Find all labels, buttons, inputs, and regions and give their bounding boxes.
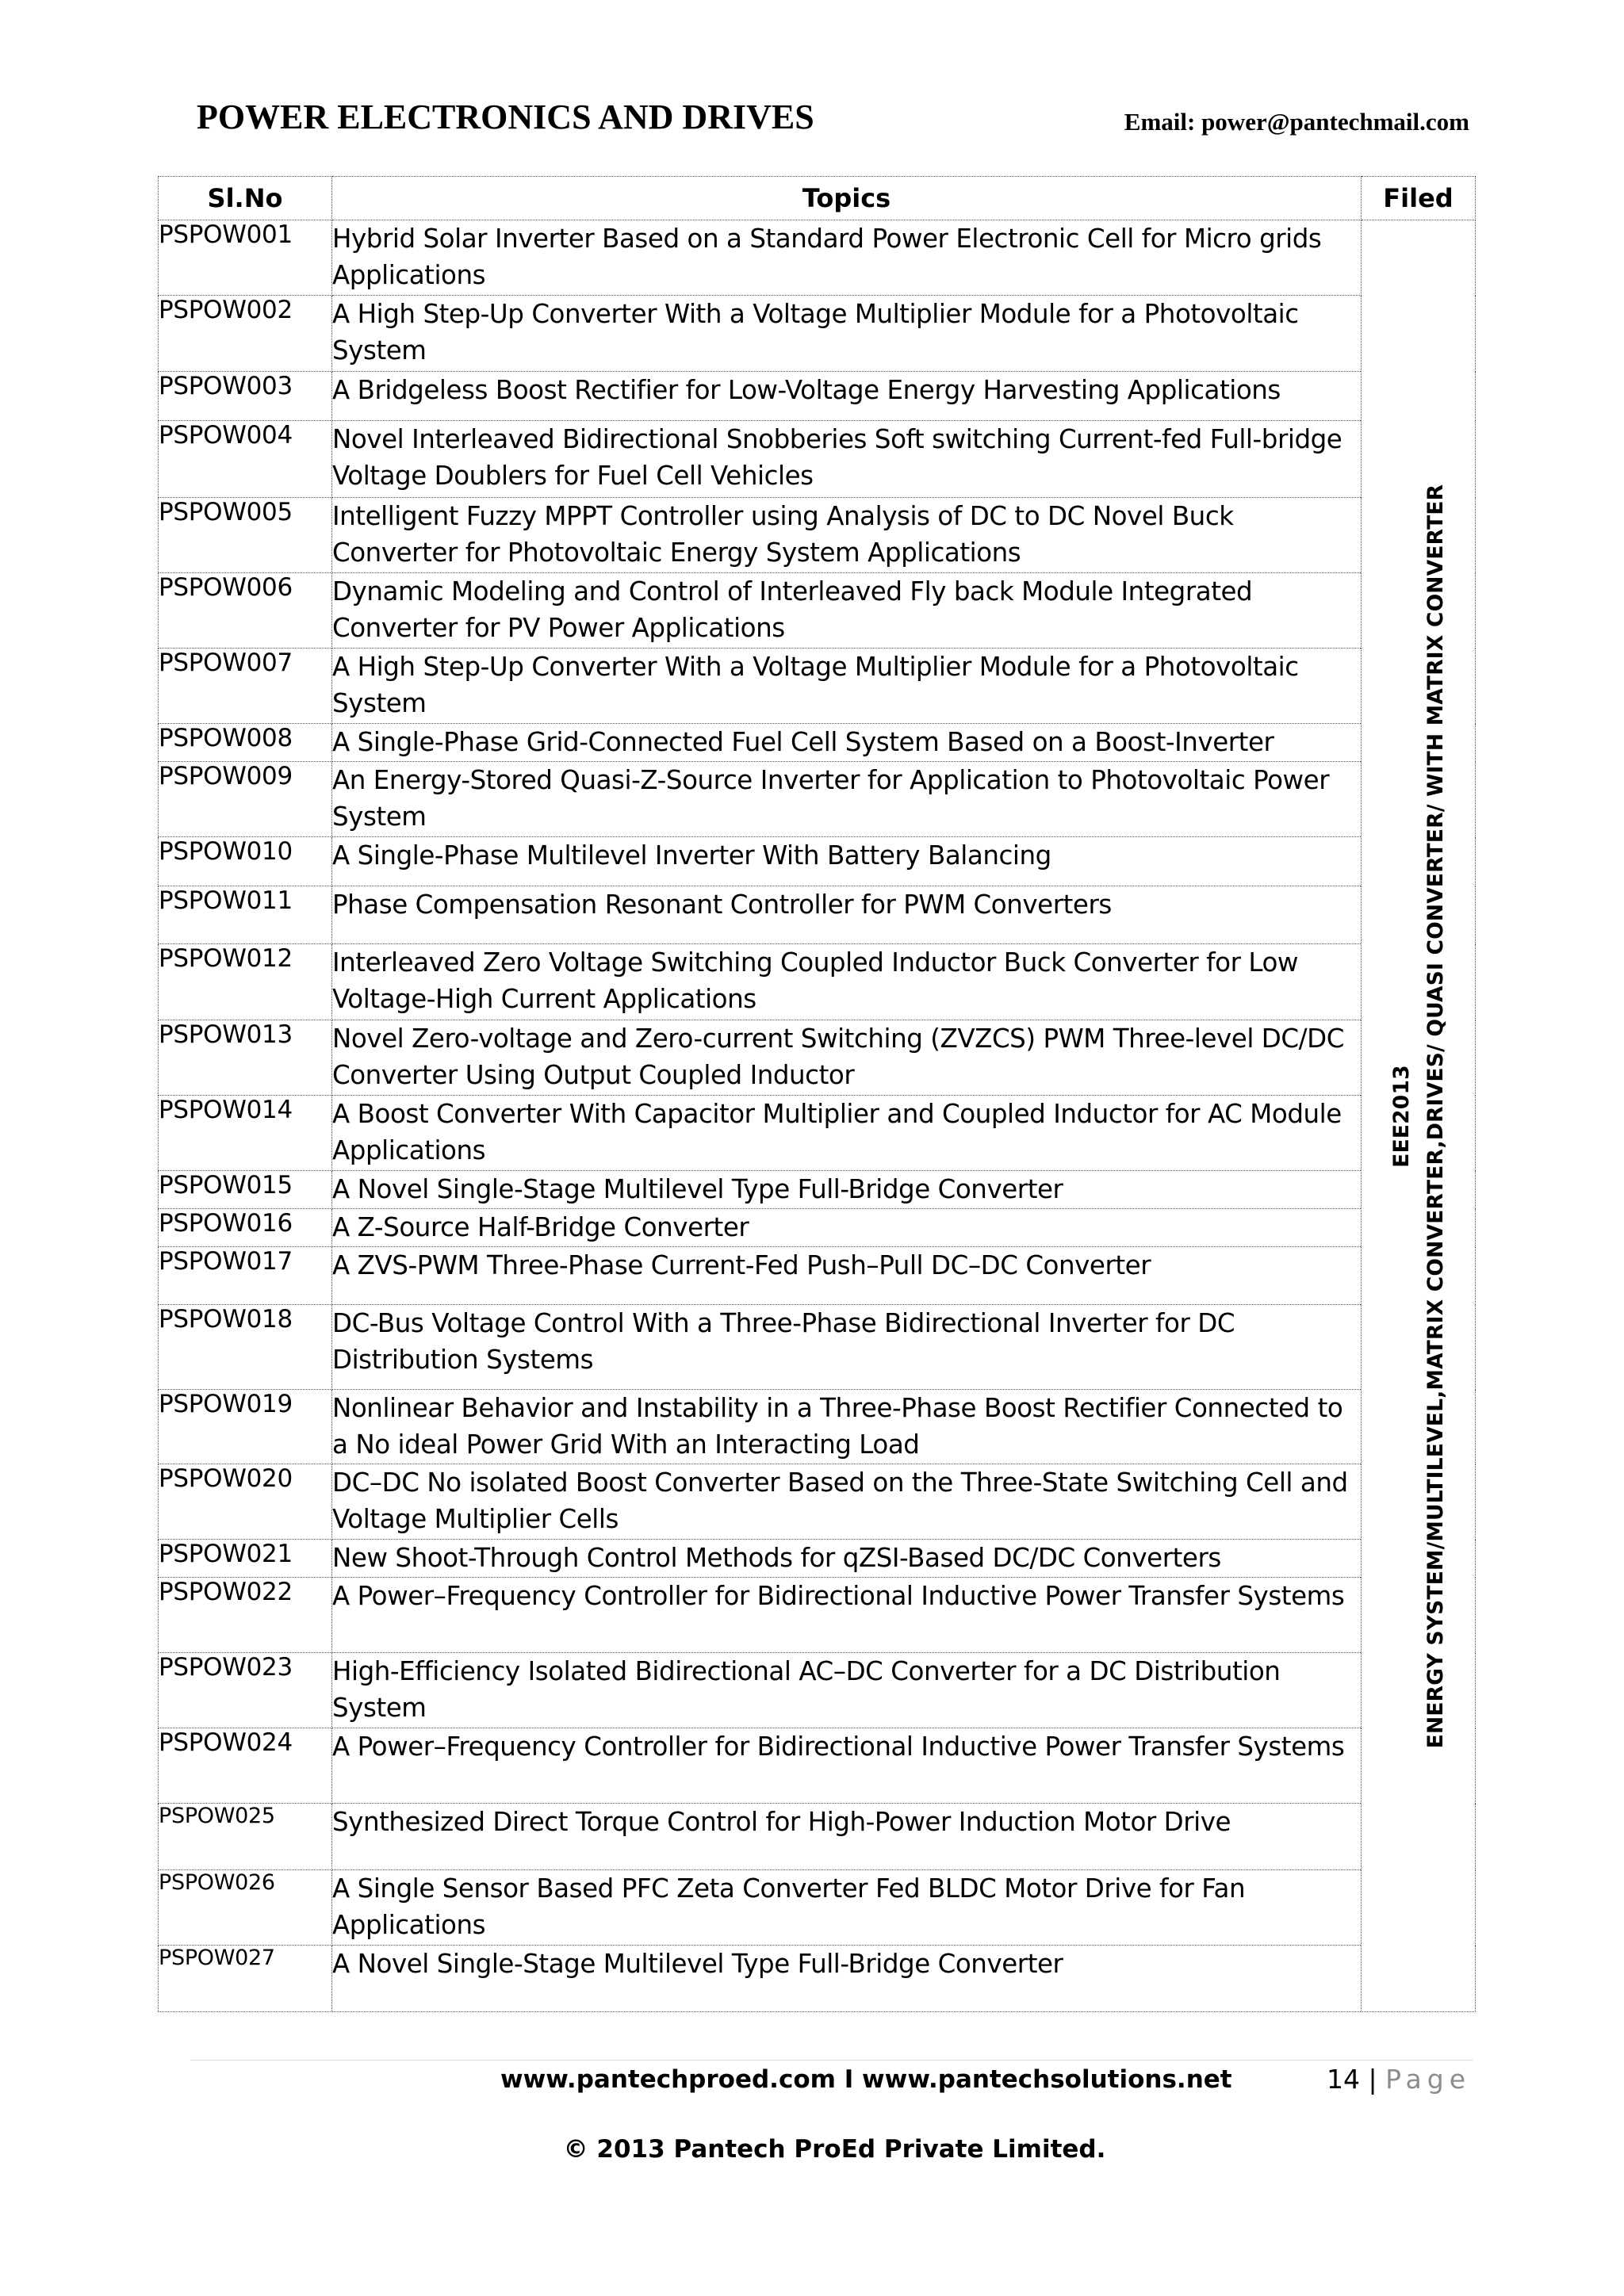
table-row [159, 1171, 1476, 1209]
row-slno: PSPOW023 [159, 1653, 332, 1728]
filed-cell [1362, 220, 1476, 2012]
row-slno: PSPOW008 [159, 724, 332, 762]
row-topic: High-Efficiency Isolated Bidirectional AC–DC Converter for a DC Distribution System [332, 1653, 1362, 1728]
row-slno: PSPOW019 [159, 1390, 332, 1464]
row-topic: Hybrid Solar Inverter Based on a Standard Power Electronic Cell for Micro grids Applications [332, 220, 1362, 296]
page-title: POWER ELECTRONICS AND DRIVES [197, 98, 814, 136]
table-row [159, 762, 1476, 837]
row-slno: PSPOW016 [159, 1209, 332, 1247]
table-row [159, 1020, 1476, 1096]
row-slno: PSPOW011 [159, 886, 332, 944]
row-slno: PSPOW003 [159, 372, 332, 421]
table-row [159, 220, 1476, 296]
row-slno: PSPOW001 [159, 220, 332, 296]
row-topic: Intelligent Fuzzy MPPT Controller using Analysis of DC to DC Novel Buck Converter for Photovoltaic Energy System Applications [332, 498, 1362, 573]
footer-divider [190, 2060, 1473, 2061]
row-slno: PSPOW012 [159, 944, 332, 1020]
row-topic: Novel Zero-voltage and Zero-current Switching (ZVZCS) PWM Three-level DC/DC Converter Using Output Coupled Inductor [332, 1020, 1362, 1096]
row-topic: Synthesized Direct Torque Control for High-Power Induction Motor Drive [332, 1804, 1362, 1870]
row-topic: Interleaved Zero Voltage Switching Coupled Inductor Buck Converter for Low Voltage-High Current Applications [332, 944, 1362, 1020]
page-separator: | [1368, 2064, 1377, 2095]
row-topic: A Bridgeless Boost Rectifier for Low-Voltage Energy Harvesting Applications [332, 372, 1362, 421]
column-header-slno: Sl.No [159, 177, 332, 220]
footer-urls: www.pantechproed.com I www.pantechsolutions.net [500, 2065, 1232, 2094]
page-word: Page [1385, 2064, 1472, 2095]
row-topic: Dynamic Modeling and Control of Interleaved Fly back Module Integrated Converter for PV Power Applications [332, 573, 1362, 649]
row-topic: Phase Compensation Resonant Controller for PWM Converters [332, 886, 1362, 944]
table-row [159, 498, 1476, 573]
filed-code: EEE2013 [1388, 1064, 1414, 1168]
row-topic: Novel Interleaved Bidirectional Snobberies Soft switching Current-fed Full-bridge Voltage Doublers for Fuel Cell Vehicles [332, 421, 1362, 498]
table-row [159, 1653, 1476, 1728]
row-topic: A Novel Single-Stage Multilevel Type Full-Bridge Converter [332, 1946, 1362, 2012]
table-row [159, 944, 1476, 1020]
table-row [159, 1209, 1476, 1247]
topics-table [158, 176, 1476, 2012]
row-topic: DC-Bus Voltage Control With a Three-Phase Bidirectional Inverter for DC Distribution Systems [332, 1305, 1362, 1390]
page-number [1327, 2064, 1471, 2095]
table-row [159, 1946, 1476, 2012]
row-topic: A ZVS-PWM Three-Phase Current-Fed Push–Pull DC–DC Converter [332, 1247, 1362, 1305]
table-row [159, 421, 1476, 498]
row-topic: A Single-Phase Grid-Connected Fuel Cell System Based on a Boost-Inverter [332, 724, 1362, 762]
header-email: Email: power@pantechmail.com [1124, 108, 1469, 136]
footer-copyright: © 2013 Pantech ProEd Private Limited. [563, 2135, 1106, 2164]
table-row [159, 1464, 1476, 1540]
row-topic: A High Step-Up Converter With a Voltage Multiplier Module for a Photovoltaic System [332, 296, 1362, 372]
table-row [159, 1096, 1476, 1171]
row-slno: PSPOW004 [159, 421, 332, 498]
table-row [159, 724, 1476, 762]
table-row [159, 296, 1476, 372]
row-slno: PSPOW014 [159, 1096, 332, 1171]
table-row [159, 1540, 1476, 1578]
row-slno: PSPOW007 [159, 649, 332, 724]
row-slno: PSPOW005 [159, 498, 332, 573]
page-number-value: 14 [1327, 2064, 1360, 2095]
table-header-row [159, 177, 1476, 220]
row-topic: A Novel Single-Stage Multilevel Type Full-Bridge Converter [332, 1171, 1362, 1209]
table-row [159, 1578, 1476, 1653]
column-header-topics: Topics [332, 177, 1362, 220]
row-slno: PSPOW002 [159, 296, 332, 372]
row-topic: A Power–Frequency Controller for Bidirectional Inductive Power Transfer Systems [332, 1578, 1362, 1653]
table-row [159, 573, 1476, 649]
table-row [159, 1870, 1476, 1946]
table-row [159, 837, 1476, 886]
row-slno: PSPOW026 [159, 1870, 332, 1946]
table-row [159, 886, 1476, 944]
row-slno: PSPOW013 [159, 1020, 332, 1096]
filed-category: ENERGY SYSTEM/MULTILEVEL,MATRIX CONVERTER,DRIVES/ QUASI CONVERTER/ WITH MATRIX CONVERTER [1423, 484, 1448, 1748]
column-header-filed: Filed [1362, 177, 1476, 220]
row-topic: Nonlinear Behavior and Instability in a Three-Phase Boost Rectifier Connected to a No ideal Power Grid With an Interacting Load [332, 1390, 1362, 1464]
row-topic: DC–DC No isolated Boost Converter Based on the Three-State Switching Cell and Voltage Multiplier Cells [332, 1464, 1362, 1540]
table-row [159, 1804, 1476, 1870]
row-slno: PSPOW022 [159, 1578, 332, 1653]
row-slno: PSPOW009 [159, 762, 332, 837]
row-topic: An Energy-Stored Quasi-Z-Source Inverter for Application to Photovoltaic Power System [332, 762, 1362, 837]
table-row [159, 1728, 1476, 1804]
table-row [159, 1247, 1476, 1305]
row-slno: PSPOW024 [159, 1728, 332, 1804]
row-topic: New Shoot-Through Control Methods for qZSI-Based DC/DC Converters [332, 1540, 1362, 1578]
row-topic: A Boost Converter With Capacitor Multiplier and Coupled Inductor for AC Module Applications [332, 1096, 1362, 1171]
row-slno: PSPOW015 [159, 1171, 332, 1209]
row-slno: PSPOW025 [159, 1804, 332, 1870]
row-slno: PSPOW017 [159, 1247, 332, 1305]
row-slno: PSPOW006 [159, 573, 332, 649]
row-topic: A Single Sensor Based PFC Zeta Converter Fed BLDC Motor Drive for Fan Applications [332, 1870, 1362, 1946]
row-topic: A Single-Phase Multilevel Inverter With Battery Balancing [332, 837, 1362, 886]
table-row [159, 649, 1476, 724]
row-topic: A Z-Source Half-Bridge Converter [332, 1209, 1362, 1247]
row-slno: PSPOW018 [159, 1305, 332, 1390]
row-slno: PSPOW020 [159, 1464, 332, 1540]
row-topic: A High Step-Up Converter With a Voltage Multiplier Module for a Photovoltaic System [332, 649, 1362, 724]
row-slno: PSPOW027 [159, 1946, 332, 2012]
filed-label [1385, 484, 1453, 1748]
row-topic: A Power–Frequency Controller for Bidirectional Inductive Power Transfer Systems [332, 1728, 1362, 1804]
row-slno: PSPOW021 [159, 1540, 332, 1578]
table-row [159, 1305, 1476, 1390]
table-row [159, 372, 1476, 421]
row-slno: PSPOW010 [159, 837, 332, 886]
table-row [159, 1390, 1476, 1464]
